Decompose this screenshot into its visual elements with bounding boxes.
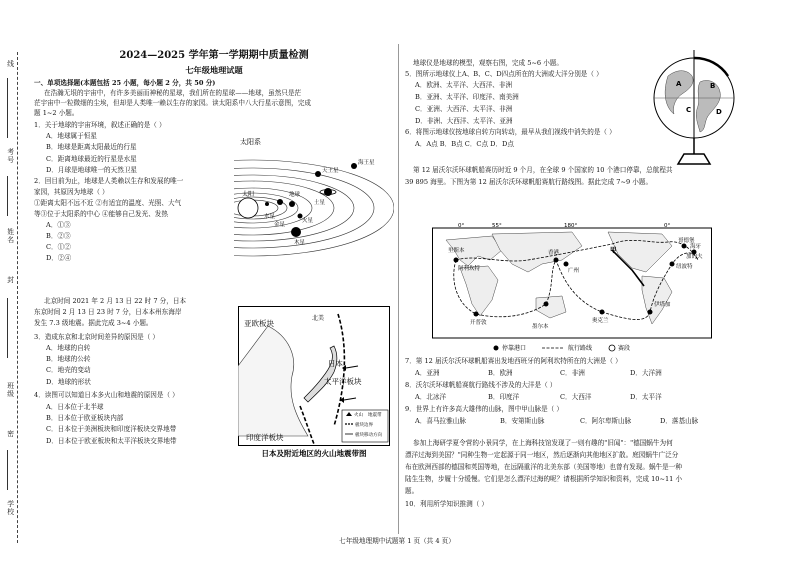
option-3d: D．地球的形状 bbox=[46, 378, 91, 386]
neptune-label: 海王星 bbox=[358, 160, 375, 166]
uranus-label: 天王星 bbox=[322, 168, 339, 174]
port-capetown: 开普敦 bbox=[470, 320, 487, 326]
port-auckland: 奥克兰 bbox=[592, 318, 609, 324]
legend-quake: 地震带 bbox=[368, 413, 382, 418]
option-8b: B．印度洋 bbox=[488, 393, 520, 401]
option-9a: A．喜马拉雅山脉 bbox=[415, 417, 466, 425]
option-4a: A．日本位于北半球 bbox=[46, 403, 104, 411]
neptune-icon bbox=[351, 163, 357, 169]
binding-label-exam-no: 考号 bbox=[5, 148, 14, 164]
question-5: 5．图所示地球仪上A、B、C、D四点所在的大洲或大洋分别是（ ） bbox=[405, 70, 603, 78]
option-1a: A．地球属于恒星 bbox=[46, 132, 97, 140]
option-5a: A．欧洲、太平洋、大西洋、非洲 bbox=[415, 81, 513, 89]
port-dot bbox=[474, 312, 479, 317]
intro-text: 第 12 届沃尔沃环球帆船赛历时近 9 个月，在全球 9 个国家的 10 个港口停靠，总航程共 bbox=[413, 166, 673, 174]
mercury-label: 水星 bbox=[264, 214, 276, 220]
solar-title: 太阳系 bbox=[240, 138, 261, 146]
port-gothenburg: 哥德堡 bbox=[678, 238, 695, 244]
binding-line bbox=[7, 176, 8, 216]
option-8c: C．大西洋 bbox=[560, 393, 592, 401]
question-2-items: ①距离太阳不远不近 ②有适宜的温度、光照、大气 bbox=[34, 199, 182, 207]
port-dot bbox=[564, 262, 569, 267]
option-8a: A．北冰洋 bbox=[415, 393, 447, 401]
mountain-jia-label: 甲 bbox=[610, 246, 617, 254]
intro-text: 发生 7.3 级地震。据此完成 3~4 小题。 bbox=[34, 319, 153, 327]
lon-label: 0° bbox=[664, 223, 671, 229]
option-3b: B．地球的公转 bbox=[46, 355, 91, 363]
globe-figure bbox=[648, 46, 746, 172]
uranus-icon bbox=[315, 171, 321, 177]
mars-label: 火星 bbox=[302, 218, 314, 224]
saturn-label: 土星 bbox=[314, 200, 326, 206]
intro-text: 题。 bbox=[405, 487, 419, 495]
section-heading: 一、单项选择题(本题包括 25 小题，每小题 2 分，共 50 分) bbox=[34, 79, 216, 87]
option-3c: C．地壳的变动 bbox=[46, 366, 91, 374]
intro-text: 布在欧洲西部的德国和英国等地，在远隔重洋的北美东部（美国等地）也曾有发现。蜗牛是一种 bbox=[405, 463, 682, 471]
jupiter-label: 木星 bbox=[294, 240, 306, 246]
binding-line bbox=[7, 450, 8, 490]
port-dot bbox=[544, 302, 549, 307]
option-9b: B．安第斯山脉 bbox=[500, 417, 545, 425]
question-1: 1．关于地球的宇宙环境，叙述正确的是（ ） bbox=[34, 121, 166, 129]
port-hague: 海牙 bbox=[690, 244, 702, 250]
option-2b: B．②③ bbox=[46, 232, 71, 240]
option-7b: B．欧洲 bbox=[488, 369, 513, 377]
exam-title: 2024—2025 学年第一学期期中质量检测 bbox=[119, 50, 309, 61]
binding-label-name: 姓名 bbox=[5, 228, 14, 244]
intro-text: 题 1~2 小题。 bbox=[34, 109, 79, 117]
binding-margin bbox=[0, 0, 26, 561]
port-cardiff: 加的夫 bbox=[686, 254, 703, 260]
binding-dashed-line bbox=[17, 52, 18, 543]
column-divider bbox=[398, 44, 399, 534]
legend-move: 板块移动方向 bbox=[355, 433, 382, 438]
port-alicante: 阿利坎特 bbox=[458, 266, 481, 272]
lon-label: 180° bbox=[564, 223, 578, 229]
binding-line bbox=[7, 78, 8, 138]
option-9d: D．落基山脉 bbox=[660, 417, 699, 425]
legend-port: 停靠港口 bbox=[502, 345, 527, 352]
eurasia-plate-label: 亚欧板块 bbox=[244, 319, 274, 328]
pacific-plate-label: 太平洋板块 bbox=[324, 377, 362, 386]
question-9: 9．世界上有许多高大雄伟的山脉，图中甲山脉是（ ） bbox=[405, 405, 563, 413]
intro-text: 东京时间 2 月 13 日 23 时 7 分，日本本州东海岸 bbox=[34, 308, 182, 316]
legend-boundary: 板块边界 bbox=[355, 423, 373, 428]
option-8d: D．太平洋 bbox=[630, 393, 662, 401]
intro-text: 在浩瀚无垠的宇宙中，有许多美丽而神秘的星球，我们所在的星球——地球，虽然只是茫 bbox=[44, 89, 302, 97]
option-2d: D．②④ bbox=[46, 254, 72, 262]
question-2-cont: 家园，其原因为地球（ ） bbox=[34, 188, 109, 196]
question-2-items: 等③位于太阳系的中心 ④能够自己发光、发热 bbox=[34, 210, 168, 218]
race-route-map bbox=[432, 220, 712, 354]
binding-line bbox=[7, 298, 8, 358]
sun-icon bbox=[238, 198, 258, 218]
intro-text: 陆生生物，步履十分缓慢。它们是怎么漂洋过海的呢？请根据所学知识和资料，完成 10~11 小 bbox=[405, 475, 683, 483]
port-guangzhou: 广州 bbox=[568, 268, 580, 274]
port-lisbon: 里斯本 bbox=[448, 248, 465, 254]
mercury-icon bbox=[265, 202, 269, 206]
port-hongkong: 香港 bbox=[548, 250, 560, 256]
option-9c: C．阿尔卑斯山脉 bbox=[580, 417, 632, 425]
intro-text: 39 895 海里。下图为第 12 届沃尔沃环球帆船赛航行路线图。据此完成 7~9 小题。 bbox=[405, 178, 653, 186]
option-1c: C．距离地球最近的行星是水星 bbox=[46, 155, 137, 163]
option-7d: D．大洋洲 bbox=[630, 369, 662, 377]
legend-race: 赛段 bbox=[618, 345, 631, 352]
binding-label-school: 学校 bbox=[5, 500, 14, 516]
option-5c: C．亚洲、大西洋、太平洋、非洲 bbox=[415, 105, 513, 113]
binding-label-line: 线 bbox=[5, 60, 14, 68]
port-itajai: 伊塔加 bbox=[654, 302, 671, 308]
globe-point-a: A bbox=[676, 80, 682, 88]
option-1d: D．月球是地球唯一的天然卫星 bbox=[46, 166, 138, 174]
venus-label: 金星 bbox=[274, 222, 286, 228]
port-melbourne: 墨尔本 bbox=[532, 324, 549, 330]
question-7: 7．第 12 届沃尔沃环球帆船赛出发地西班牙的阿利坎特所在的大洲是（ ） bbox=[405, 357, 622, 365]
port-dot bbox=[648, 310, 653, 315]
legend-volcano: 火山 bbox=[354, 413, 363, 418]
earth-icon bbox=[289, 201, 295, 207]
question-4: 4．读图可以知道日本多火山和地震的原因是（ ） bbox=[34, 391, 179, 399]
globe-point-d: D bbox=[716, 108, 722, 116]
option-3a: A．地球的自转 bbox=[46, 344, 91, 352]
question-2: 2．回目前为止，地球是人类赖以生存和发展的唯一 bbox=[34, 177, 184, 185]
japan-map-caption: 日本及附近地区的火山地震带图 bbox=[261, 449, 367, 458]
lon-label: 55° bbox=[492, 223, 502, 229]
sun-label: 太阳 bbox=[242, 191, 255, 198]
venus-icon bbox=[277, 199, 283, 205]
intro-text: 地球仪是地球的模型，观察右图，完成 5~6 小题。 bbox=[413, 59, 563, 67]
option-2c: C．①② bbox=[46, 243, 71, 251]
option-5d: D．非洲、大西洋、太平洋、亚洲 bbox=[415, 117, 513, 125]
option-5b: B．亚洲、太平洋、印度洋、南美洲 bbox=[415, 93, 519, 101]
port-dot bbox=[600, 310, 605, 315]
earth-label: 地球 bbox=[289, 192, 301, 198]
option-4b: B．日本位于欧亚板块内部 bbox=[46, 414, 124, 422]
japan-label: 日本 bbox=[328, 359, 343, 368]
intro-text: 茫宇宙中一粒微细的尘埃，但却是人类唯一赖以生存的家园。读太阳系中八大行星示意图，完成 bbox=[34, 99, 311, 107]
binding-label-cut: 密 bbox=[5, 430, 14, 438]
option-2a: A．①③ bbox=[46, 221, 71, 229]
legend-race-icon bbox=[609, 345, 615, 351]
lon-label: 0° bbox=[458, 223, 465, 229]
globe-stand bbox=[678, 138, 710, 164]
intro-text: 漂洋过海到美国？"同种生物一定起源于同一地区，然后逐渐向其他地区扩散。庭园蜗牛广泛分 bbox=[405, 451, 679, 459]
port-dot bbox=[554, 258, 559, 263]
option-1b: B．地球是距离太阳最近的行星 bbox=[46, 143, 137, 151]
question-10: 10．利用所学知识推测（ ） bbox=[405, 500, 489, 508]
option-4c: C．日本位于美洲板块和印度洋板块交界地带 bbox=[46, 425, 177, 433]
option-4d: D．日本位于欧亚板块和太平洋板块交界地带 bbox=[46, 437, 177, 445]
port-dot bbox=[670, 262, 675, 267]
binding-label-seal: 封 bbox=[5, 276, 14, 284]
solar-system-diagram bbox=[234, 134, 394, 258]
globe-point-c: C bbox=[686, 106, 692, 114]
indian-plate-label: 印度洋板块 bbox=[246, 433, 284, 442]
option-7c: C．非洲 bbox=[560, 369, 585, 377]
binding-label-class: 班级 bbox=[5, 382, 14, 398]
question-3: 3．造成东京和北京时间差异的原因是（ ） bbox=[34, 333, 159, 341]
jupiter-icon bbox=[291, 227, 301, 237]
legend-port-icon bbox=[494, 346, 499, 351]
intro-text: 参加上海研学夏令营的小景同学，在上海科技馆发现了一则有趣的"旧闻"："德国蜗牛为何 bbox=[413, 439, 673, 447]
port-newport: 纽波特 bbox=[676, 264, 693, 270]
port-dot bbox=[682, 244, 687, 249]
exam-subtitle: 七年级地理试题 bbox=[185, 65, 243, 75]
port-dot bbox=[454, 258, 459, 263]
options-6: A．A点 B．B点 C．C点 D．D点 bbox=[415, 140, 514, 148]
question-8: 8．沃尔沃环球帆船赛航行路线不涉及的大洋是（ ） bbox=[405, 381, 557, 389]
intro-text: 北京时间 2021 年 2 月 13 日 22 时 7 分，日本 bbox=[44, 297, 187, 305]
globe-point-b: B bbox=[710, 82, 716, 90]
option-7a: A．亚洲 bbox=[415, 369, 440, 377]
beimei-label: 北美 bbox=[312, 315, 325, 322]
legend-route: 航行路线 bbox=[568, 345, 593, 352]
page-footer: 七年级地理期中试题第 1 页（共 4 页） bbox=[339, 537, 455, 545]
japan-plate-map bbox=[238, 306, 390, 458]
question-6: 6．将图示地球仪按地球自转方向转动，最早从我们视线中消失的是（ ） bbox=[405, 128, 616, 136]
